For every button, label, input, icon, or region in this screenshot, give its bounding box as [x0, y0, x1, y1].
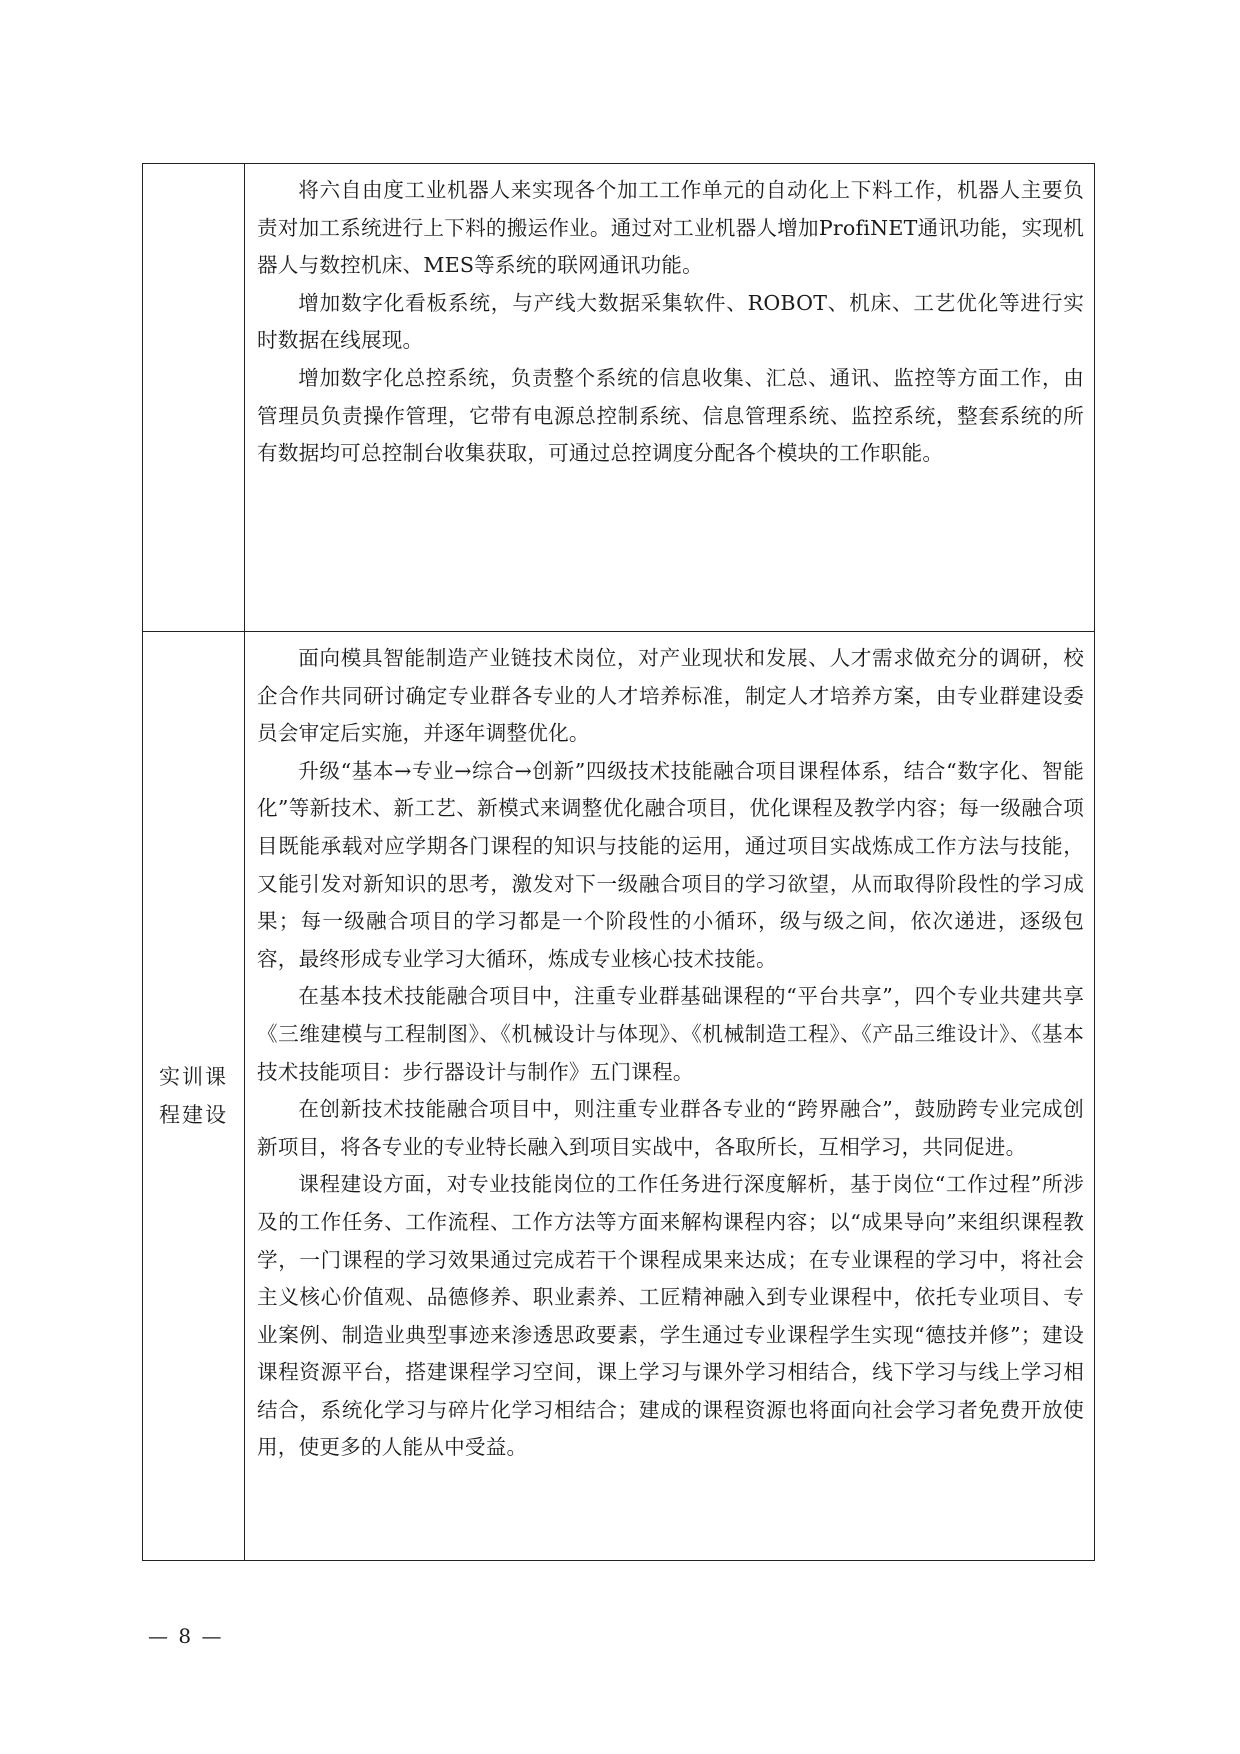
content-table — [142, 163, 1095, 1561]
row-label-cell — [143, 632, 245, 1561]
paragraph: 在创新技术技能融合项目中，则注重专业群各专业的“跨界融合”，鼓励跨专业完成创新项目，将各专业的专业特长融入到项目实战中，各取所长，互相学习，共同促进。 — [257, 1097, 1084, 1159]
paragraph: 升级“基本→专业→综合→创新”四级技术技能融合项目课程体系，结合“数字化、智能化”等新技术、新工艺、新模式来调整优化融合项目，优化课程及教学内容；每一级融合项目既能承载对应学期各门课程的知识与技能的运用，通过项目实战炼成工作方法与技能，又能引发对新知识的思考，激发对下一级融合项目的学习欲望，从而取得阶段性的学习成果；每一级融合项目的学习都是一个阶段性的小循环，级与级之间，依次递进，逐级包容，最终形成专业学习大循环，炼成专业核心技术技能。 — [257, 758, 1084, 971]
paragraph: 将六自由度工业机器人来实现各个加工工作单元的自动化上下料工作，机器人主要负责对加工系统进行上下料的搬运作业。通过对工业机器人增加ProfiNET通讯功能，实现机器人与数控机床、MES等系统的联网通讯功能。 — [257, 178, 1084, 278]
page-number: — 8 — — [148, 1624, 224, 1648]
paragraph: 面向模具智能制造产业链技术岗位，对产业现状和发展、人才需求做充分的调研，校企合作共同研讨确定专业群各专业的人才培养标准，制定人才培养方案，由专业群建设委员会审定后实施，并逐年调整优化。 — [257, 646, 1084, 746]
table-row — [143, 164, 1095, 632]
paragraph: 增加数字化总控系统，负责整个系统的信息收集、汇总、通讯、监控等方面工作，由管理员负责操作管理，它带有电源总控制系统、信息管理系统、监控系统，整套系统的所有数据均可总控制台收集获取，可通过总控调度分配各个模块的工作职能。 — [257, 365, 1084, 466]
row-label: 实训课程建设 — [159, 1065, 228, 1127]
paragraph: 课程建设方面，对专业技能岗位的工作任务进行深度解析，基于岗位“工作过程”所涉及的工作任务、工作流程、工作方法等方面来解构课程内容；以“成果导向”来组织课程教学，一门课程的学习效果通过完成若干个课程成果来达成；在专业课程的学习中，将社会主义核心价值观、品德修养、职业素养、工匠精神融入到专业课程中，依托专业项目、专业案例、制造业典型事迹来渗透思政要素，学生通过专业课程学生实现“德技并修”；建设课程资源平台，搭建课程学习空间，课上学习与课外学习相结合，线下学习与线上学习相结合，系统化学习与碎片化学习相结合；建成的课程资源也将面向社会学习者免费开放使用，使更多的人能从中受益。 — [257, 1172, 1084, 1460]
paragraph: 增加数字化看板系统，与产线大数据采集软件、ROBOT、机床、工艺优化等进行实时数据在线展现。 — [257, 290, 1084, 353]
paragraph: 在基本技术技能融合项目中，注重专业群基础课程的“平台共享”，四个专业共建共享《三维建模与工程制图》、《机械设计与体现》、《机械制造工程》、《产品三维设计》、《基本技术技能项目：步行器设计与制作》五门课程。 — [257, 984, 1084, 1084]
row-content-cell — [245, 632, 1095, 1561]
row-content-cell — [245, 164, 1095, 632]
row-label-cell — [143, 164, 245, 632]
table-row — [143, 632, 1095, 1561]
